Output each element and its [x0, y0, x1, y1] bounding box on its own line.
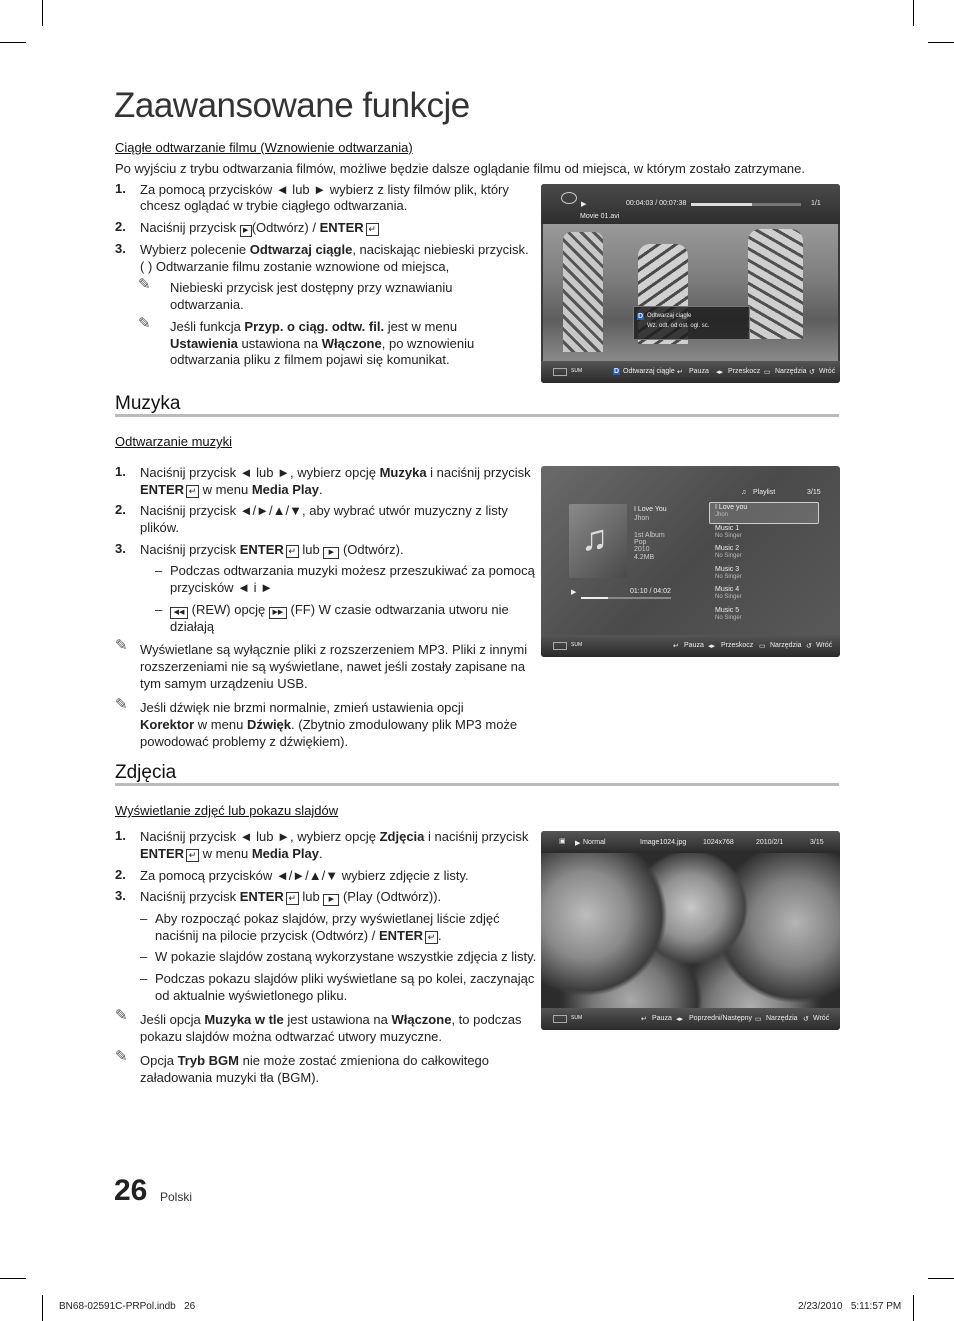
dash-text: naciśnij na pilocie przycisk (Odtwórz) / ENTER ↵ . [155, 928, 442, 943]
playlist-item-title[interactable]: Music 1 [715, 524, 740, 532]
control-bar [541, 1008, 840, 1030]
fast-forward-icon: ▶▶ [269, 607, 287, 619]
info-bar [541, 831, 840, 853]
note-text: Opcja Tryb BGM nie może zostać zmieniona do całkowitego [140, 1053, 490, 1068]
return-icon: ↺ [809, 369, 815, 376]
control-label: Poprzedni/Następny [689, 1015, 753, 1022]
crop-mark [928, 42, 954, 43]
playlist-item-title[interactable]: Music 2 [715, 545, 740, 552]
resume-popup [633, 306, 750, 340]
control-label: Odtwarzaj ciągle [623, 368, 675, 375]
arrows-icon: ◂▸ [676, 1016, 684, 1023]
page-title: Zaawansowane funkcje [114, 86, 470, 125]
play-icon: ▶ [323, 894, 339, 906]
sum-icon [553, 368, 567, 376]
note-text: Ustawienia ustawiona na Włączone, po wznowieniu [170, 336, 475, 351]
intro-text: Po wyjściu z trybu odtwarzania filmów, możliwe będzie dalsze oglądanie filmu od miejsca, w którym zostało zatrzymane. [115, 161, 806, 176]
playlist-item-title[interactable]: I Love you [715, 504, 748, 511]
control-label: Narzędzia [766, 1015, 798, 1022]
dash: – [140, 949, 148, 964]
control-label: Pauza [652, 1015, 672, 1022]
song-album: 1st Album [634, 532, 665, 539]
step-text: Naciśnij przycisk ◄ lub ►, wybierz opcję Muzyka i naciśnij przycisk [140, 465, 531, 480]
control-label: Pauza [684, 642, 704, 649]
section-heading-music: Muzyka [115, 393, 181, 414]
music-screenshot [541, 466, 840, 657]
play-state-icon: ▶ [571, 589, 577, 596]
song-size: 4.2MB [634, 554, 655, 561]
step-text: Wybierz polecenie Odtwarzaj ciągle, naciskając niebieski przycisk. [140, 242, 529, 257]
photo-date: 2010/2/1 [756, 839, 784, 846]
dash-text: W pokazie slajdów zostaną wykorzystane wszystkie zdjęcia z listy. [155, 949, 537, 964]
blue-button-icon: D [614, 368, 620, 375]
enter-icon: ↵ [366, 223, 379, 236]
movie-frame [543, 224, 838, 361]
crop-mark [0, 42, 26, 43]
album-art [569, 504, 627, 578]
tools-icon: ▭ [755, 1016, 762, 1023]
control-label: Przeskocz [728, 368, 761, 375]
subheading-photos: Wyświetlanie zdjęć lub pokazu slajdów [115, 803, 339, 818]
play-state-icon: ▶ [575, 840, 581, 847]
dash-text: Aby rozpocząć pokaz slajdów, przy wyświetlanej liście zdjęć [155, 911, 500, 926]
song-title: I Love You [634, 506, 667, 513]
playlist-item-artist: No Singer [715, 614, 742, 621]
photo-apples [541, 853, 840, 1008]
note-text: odtwarzania. [170, 297, 244, 312]
tools-icon: ▭ [764, 369, 771, 376]
dash-text: Podczas pokazu slajdów pliki wyświetlane są po kolei, zaczynając [155, 971, 535, 986]
section-rule [115, 414, 839, 417]
play-icon: ▶ [323, 547, 339, 559]
song-genre: Pop [634, 539, 647, 546]
popup-option: Wz. odt. od ost. ogl. sc. [647, 323, 710, 329]
step-number: 2. [115, 219, 126, 234]
movie-screenshot [541, 184, 840, 383]
dash-text: od aktualnie wyświetlonego pliku. [155, 988, 348, 1003]
return-icon: ↺ [803, 1016, 809, 1023]
crop-mark [913, 1295, 914, 1321]
play-icon: ▶ [240, 225, 252, 237]
control-bar [541, 635, 840, 657]
dash-text: przycisków ◄ i ► [170, 580, 274, 595]
note-icon: ✎ [138, 315, 151, 332]
enter-icon: ↵ [186, 485, 199, 498]
sum-icon [553, 1015, 567, 1023]
print-file-info: BN68-02591C-PRPol.indb 26 [59, 1301, 196, 1312]
enter-icon: ↵ [286, 892, 299, 905]
note-text: Jeśli funkcja Przyp. o ciąg. odtw. fil. jest w menu [170, 319, 458, 334]
step-text: Naciśnij przycisk ENTER ↵ lub ▶ (Play (Odtwórz)). [140, 889, 442, 904]
sum-label: SUM [571, 1015, 583, 1021]
control-label: Narzędzia [775, 368, 807, 375]
step-text: Naciśnij przycisk ◄ lub ►, wybierz opcję Zdjęcia i naciśnij przycisk [140, 829, 529, 844]
crop-mark [42, 1295, 43, 1321]
note-icon: ✎ [115, 696, 128, 713]
enter-icon: ↵ [677, 369, 683, 376]
enter-icon: ↵ [425, 931, 438, 944]
photo-screenshot [541, 831, 840, 1030]
crop-mark [913, 0, 914, 26]
note-icon: ✎ [138, 276, 151, 293]
step-number: 1. [115, 828, 126, 843]
sum-label: SUM [571, 642, 583, 648]
play-state-icon: ▶ [581, 201, 587, 208]
step-number: 1. [115, 181, 126, 196]
step-number: 3. [115, 888, 126, 903]
step-number: 3. [115, 241, 126, 256]
giraffe-shape [563, 232, 603, 352]
enter-icon: ↵ [286, 545, 299, 558]
note-text: Wyświetlane są wyłącznie pliki z rozszerzeniem MP3. Pliki z innymi [140, 642, 528, 657]
step-text: ENTER ↵ w menu Media Play. [140, 846, 323, 861]
playlist-item-title[interactable]: Music 5 [715, 606, 740, 614]
step-number: 2. [115, 867, 126, 882]
step-text: Za pomocą przycisków ◄/►/▲/▼ wybierz zdjęcie z listy. [140, 868, 469, 883]
playlist-item-title[interactable]: Music 4 [715, 586, 740, 593]
photo-icon: ▣ [559, 838, 566, 845]
music-note-icon: ♫ [581, 517, 608, 558]
time-readout: 01:10 / 04:02 [630, 588, 671, 595]
subheading-music: Odtwarzanie muzyki [115, 434, 233, 449]
control-label: Przeskocz [721, 642, 754, 649]
note-text: załadowania muzyki tła (BGM). [140, 1070, 320, 1085]
playlist-icon: ♫ [741, 489, 747, 496]
control-label: Narzędzia [770, 642, 802, 649]
song-artist: Jhon [634, 515, 650, 522]
note-text: rozszerzeniami nie są wyświetlane, nawet jeśli zostały zapisane na [140, 659, 526, 674]
arrows-icon: ◂▸ [708, 643, 716, 650]
popup-option: Odtwarzaj ciągle [647, 313, 692, 319]
return-icon: ↺ [806, 643, 812, 650]
crop-mark [0, 1278, 26, 1279]
note-text: powodować problemy z dźwiękiem). [140, 734, 349, 749]
tools-icon: ▭ [759, 643, 766, 650]
dash: – [155, 602, 163, 617]
page-language: Polski [160, 1190, 193, 1204]
step-text: ENTER ↵ w menu Media Play. [140, 482, 323, 497]
file-name: Image1024.jpg [640, 839, 687, 846]
rewind-icon: ◀◀ [170, 607, 188, 619]
step-number: 2. [115, 502, 126, 517]
sum-label: SUM [571, 368, 583, 374]
film-icon [561, 192, 577, 204]
song-year: 2010 [634, 546, 650, 553]
playlist-count: 3/15 [807, 489, 821, 496]
step-text: chcesz oglądać w trybie ciągłego odtwarzania. [140, 198, 408, 213]
step-number: 3. [115, 541, 126, 556]
arrows-icon: ◂▸ [716, 369, 724, 376]
note-text: Jeśli dźwięk nie brzmi normalnie, zmień ustawienia opcji [140, 700, 464, 715]
playlist-label: Playlist [753, 489, 776, 496]
blue-button-icon: D [638, 313, 644, 320]
dash-text: działają [170, 619, 215, 634]
crop-mark [928, 1278, 954, 1279]
section-heading-photos: Zdjęcia [115, 762, 177, 783]
playlist-item-artist: Jhon [715, 512, 729, 518]
control-bar [541, 361, 840, 383]
sum-icon [553, 642, 567, 650]
progress-bar [691, 203, 801, 206]
note-icon: ✎ [115, 1007, 128, 1024]
dash: – [140, 911, 148, 926]
playlist-item-artist: No Singer [715, 573, 742, 580]
playlist-item-artist: No Singer [715, 594, 742, 600]
note-text: odtwarzania pliku z filmem pojawi się komunikat. [170, 352, 450, 367]
note-icon: ✎ [115, 1048, 128, 1065]
file-count: 3/15 [810, 839, 824, 846]
dash: – [140, 971, 148, 986]
enter-icon: ↵ [641, 1016, 647, 1023]
enter-icon: ↵ [186, 849, 199, 862]
note-text: Jeśli opcja Muzyka w tle jest ustawiona na Włączone, to podczas [140, 1012, 522, 1027]
resolution: 1024x768 [703, 839, 734, 846]
note-text: Korektor w menu Dźwięk. (Zbytnio zmodulowany plik MP3 może [140, 717, 518, 732]
file-name: Movie 01.avi [580, 213, 620, 220]
control-label: Pauza [689, 368, 709, 375]
step-number: 1. [115, 464, 126, 479]
giraffe-shape [748, 229, 803, 339]
note-text: tym samym urządzeniu USB. [140, 676, 308, 691]
step-text: Naciśnij przycisk ▶ (Odtwórz) / ENTER ↵ [140, 219, 379, 237]
enter-icon: ↵ [673, 643, 679, 650]
control-label: Wróć [816, 642, 833, 649]
control-label: Wróć [813, 1015, 830, 1022]
note-text: pokazu slajdów można odtwarzać utwory muzyczne. [140, 1029, 443, 1044]
print-date: 2/23/2010 5:11:57 PM [798, 1301, 902, 1312]
step-text: Naciśnij przycisk ◄/►/▲/▼, aby wybrać utwór muzyczny z listy [140, 503, 508, 518]
subheading-resume: Ciągłe odtwarzanie filmu (Wznowienie odtwarzania) [115, 140, 413, 155]
view-mode: Normal [583, 839, 606, 846]
dash: – [155, 563, 163, 578]
file-count: 1/1 [811, 200, 821, 207]
progress-bar [581, 597, 671, 599]
section-rule [115, 783, 839, 786]
note-icon: ✎ [115, 637, 128, 654]
playlist-item-artist: No Singer [715, 553, 742, 559]
step-text: ( ) Odtwarzanie filmu zostanie wznowione od miejsca, [140, 259, 450, 274]
step-text: Naciśnij przycisk ENTER ↵ lub ▶ (Odtwórz). [140, 542, 404, 557]
playlist-item-title[interactable]: Music 3 [715, 565, 740, 573]
dash-text: Podczas odtwarzania muzyki możesz przeszukiwać za pomocą [170, 563, 535, 578]
step-text: plików. [140, 520, 180, 535]
step-text: Za pomocą przycisków ◄ lub ► wybierz z listy filmów plik, który [140, 182, 509, 197]
page-number: 26 [114, 1174, 148, 1207]
dash-text: ◀◀ (REW) opcję ▶▶ (FF) W czasie odtwarzania utworu nie [170, 601, 509, 619]
time-readout: 00:04:03 / 00:07:38 [626, 200, 687, 207]
control-label: Wróć [819, 368, 836, 375]
playlist-item-artist: No Singer [715, 532, 742, 539]
crop-mark [42, 0, 43, 26]
note-text: Niebieski przycisk jest dostępny przy wznawianiu [170, 280, 453, 295]
